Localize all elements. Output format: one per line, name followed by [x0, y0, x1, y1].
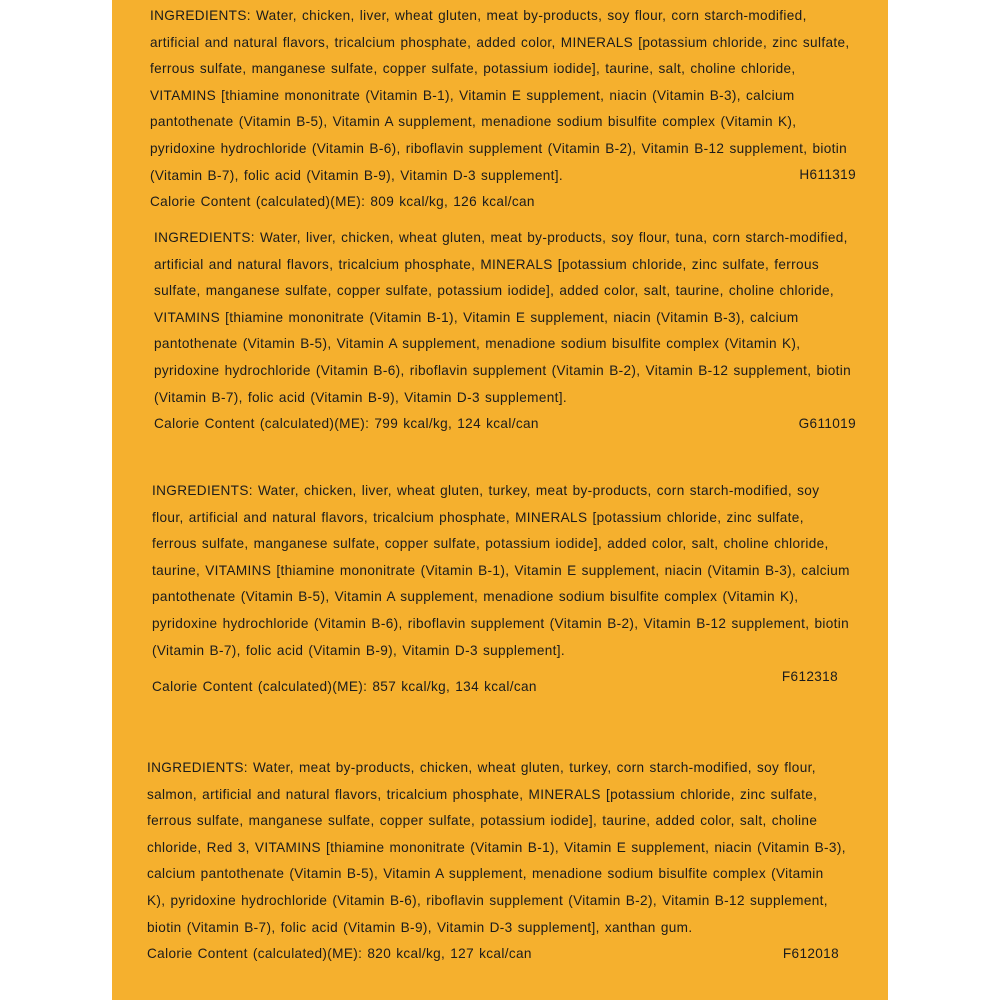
ingredients-text: INGREDIENTS: Water, chicken, liver, wheat gluten, meat by-products, soy flour, corn starch-modified, artificial and natural flavors, tricalcium phosphate, added color, MINERALS [potassium chloride, zinc sulfate, ferrous sulfate, manganese sulfate, copper sulfate, potassium iodide], taurine, salt, choline chloride, VITAMINS [thiamine mononitrate (Vitamin B-1), Vitamin E supplement, niacin (Vitamin B-3), calcium pantothenate (Vitamin B-5), Vitamin A supplement, menadione sodium bisulfite complex (Vitamin K), pyridoxine hydrochloride (Vitamin B-6), riboflavin supplement (Vitamin B-2), Vitamin B-12 supplement, biotin (Vitamin B-7), folic acid (Vitamin B-9), Vitamin D-3 supplement].	[150, 8, 850, 183]
calorie-content: Calorie Content (calculated)(ME): 820 kcal/kg, 127 kcal/can	[147, 946, 532, 962]
ingredient-block-4	[147, 755, 847, 964]
ingredients-text: INGREDIENTS: Water, chicken, liver, wheat gluten, turkey, meat by-products, corn starch-modified, soy flour, artificial and natural flavors, tricalcium phosphate, MINERALS [potassium chloride, zinc sulfate, ferrous sulfate, manganese sulfate, copper sulfate, potassium iodide], added color, salt, choline chloride, taurine, VITAMINS [thiamine mononitrate (Vitamin B-1), Vitamin E supplement, niacin (Vitamin B-3), calcium pantothenate (Vitamin B-5), Vitamin A supplement, menadione sodium bisulfite complex (Vitamin K), pyridoxine hydrochloride (Vitamin B-6), riboflavin supplement (Vitamin B-2), Vitamin B-12 supplement, biotin (Vitamin B-7), folic acid (Vitamin B-9), Vitamin D-3 supplement].	[152, 483, 850, 658]
lot-code: G611019	[798, 416, 856, 431]
calorie-content: Calorie Content (calculated)(ME): 799 kcal/kg, 124 kcal/can	[154, 416, 539, 432]
ingredient-block-3	[152, 478, 852, 697]
ingredients-text: INGREDIENTS: Water, meat by-products, chicken, wheat gluten, turkey, corn starch-modified, soy flour, salmon, artificial and natural flavors, tricalcium phosphate, MINERALS [potassium chloride, zinc sulfate, ferrous sulfate, manganese sulfate, copper sulfate, potassium iodide], taurine, added color, salt, choline chloride, Red 3, VITAMINS [thiamine mononitrate (Vitamin B-1), Vitamin E supplement, niacin (Vitamin B-3), calcium pantothenate (Vitamin B-5), Vitamin A supplement, menadione sodium bisulfite complex (Vitamin K), pyridoxine hydrochloride (Vitamin B-6), riboflavin supplement (Vitamin B-2), Vitamin B-12 supplement, biotin (Vitamin B-7), folic acid (Vitamin B-9), Vitamin D-3 supplement], xanthan gum.	[147, 760, 846, 935]
calorie-content: Calorie Content (calculated)(ME): 857 kcal/kg, 134 kcal/can	[152, 679, 537, 695]
ingredient-label-panel	[112, 0, 888, 1000]
calorie-content: Calorie Content (calculated)(ME): 809 kcal/kg, 126 kcal/can	[150, 194, 535, 210]
lot-code: H611319	[799, 167, 856, 182]
ingredient-block-2	[154, 225, 856, 434]
ingredient-block-1	[150, 3, 856, 212]
lot-code: F612018	[782, 946, 839, 961]
ingredients-text: INGREDIENTS: Water, liver, chicken, wheat gluten, meat by-products, soy flour, tuna, corn starch-modified, artificial and natural flavors, tricalcium phosphate, MINERALS [potassium chloride, zinc sulfate, ferrous sulfate, manganese sulfate, copper sulfate, potassium iodide], added color, salt, taurine, choline chloride, VITAMINS [thiamine mononitrate (Vitamin B-1), Vitamin E supplement, niacin (Vitamin B-3), calcium pantothenate (Vitamin B-5), Vitamin A supplement, menadione sodium bisulfite complex (Vitamin K), pyridoxine hydrochloride (Vitamin B-6), riboflavin supplement (Vitamin B-2), Vitamin B-12 supplement, biotin (Vitamin B-7), folic acid (Vitamin B-9), Vitamin D-3 supplement].	[154, 230, 852, 405]
lot-code: F612318	[781, 669, 838, 684]
